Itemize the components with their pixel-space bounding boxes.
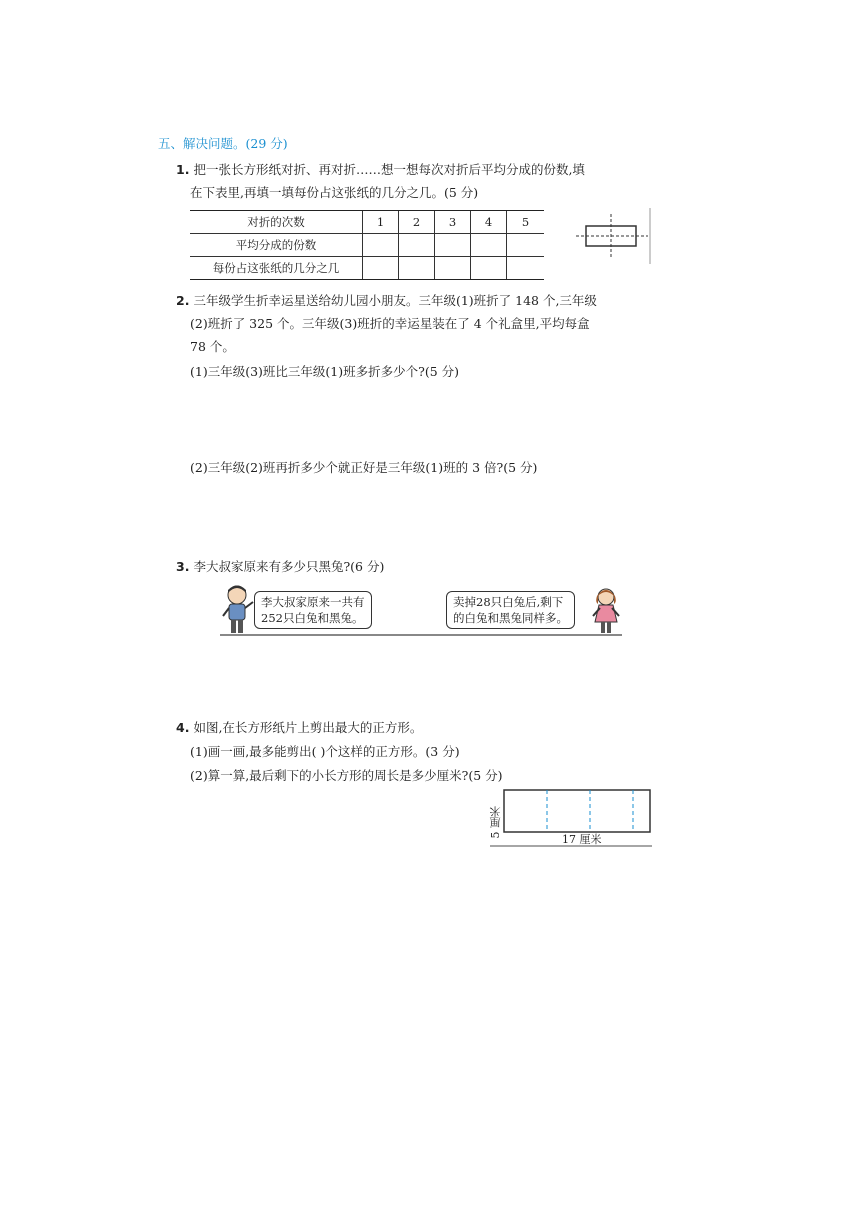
bubble-right-line2: 的白兔和黑兔同样多。 xyxy=(453,611,568,625)
section-score: (29 分) xyxy=(245,136,288,151)
q4-number: 4. xyxy=(176,720,190,735)
fold-count-cell: 4 xyxy=(471,211,507,234)
boy-character-icon xyxy=(220,584,256,636)
illustration-baseline xyxy=(220,634,622,636)
q3-line xyxy=(176,559,384,575)
answer-cell[interactable] xyxy=(507,257,545,280)
answer-cell[interactable] xyxy=(435,257,471,280)
fold-count-cell: 3 xyxy=(435,211,471,234)
q4-line xyxy=(176,720,422,736)
row-header-fold-count: 对折的次数 xyxy=(190,211,363,234)
fold-count-cell: 1 xyxy=(363,211,399,234)
q1-number: 1. xyxy=(176,162,190,177)
fold-table xyxy=(190,210,544,280)
q1-text-line1: 把一张长方形纸对折、再对折……想一想每次对折后平均分成的份数,填 xyxy=(193,162,585,177)
bubble-left-line2: 252只白兔和黑兔。 xyxy=(261,611,364,625)
answer-cell[interactable] xyxy=(363,257,399,280)
answer-cell[interactable] xyxy=(471,234,507,257)
section-title xyxy=(158,136,288,152)
row-header-fraction: 每份占这张纸的几分之几 xyxy=(190,257,363,280)
answer-cell[interactable] xyxy=(471,257,507,280)
fold-count-cell: 5 xyxy=(507,211,545,234)
answer-cell[interactable] xyxy=(435,234,471,257)
q3-text: 李大叔家原来有多少只黑兔?(6 分) xyxy=(193,559,385,574)
q4-sub1: (1)画一画,最多能剪出( )个这样的正方形。(3 分) xyxy=(190,744,460,759)
q2-number: 2. xyxy=(176,293,190,308)
answer-cell[interactable] xyxy=(399,234,435,257)
girl-character-icon xyxy=(590,586,622,636)
q2-line2: (2)班折了 325 个。三年级(3)班折的幸运星装在了 4 个礼盒里,平均每盒 xyxy=(190,316,590,331)
answer-cell[interactable] xyxy=(507,234,545,257)
q2-line3: 78 个。 xyxy=(190,339,235,354)
answer-cell[interactable] xyxy=(363,234,399,257)
q2-line1 xyxy=(176,293,597,309)
q1-line1 xyxy=(176,162,585,178)
bubble-right-line1: 卖掉28只白兔后,剩下 xyxy=(453,595,564,609)
fold-count-cell: 2 xyxy=(399,211,435,234)
bubble-left-line1: 李大叔家原来一共有 xyxy=(261,595,365,609)
q2-sub1: (1)三年级(3)班比三年级(1)班多折多少个?(5 分) xyxy=(190,364,460,379)
speech-bubble-left xyxy=(254,591,372,629)
table-row xyxy=(190,234,544,257)
table-row xyxy=(190,211,544,234)
q1-line2: 在下表里,再填一填每份占这张纸的几分之几。(5 分) xyxy=(190,185,479,200)
paper-rectangle xyxy=(504,790,650,832)
q4-text: 如图,在长方形纸片上剪出最大的正方形。 xyxy=(193,720,423,735)
row-header-parts: 平均分成的份数 xyxy=(190,234,363,257)
table-row xyxy=(190,257,544,280)
height-label: 5 厘米 xyxy=(489,806,502,839)
q3-number: 3. xyxy=(176,559,190,574)
width-label: 17 厘米 xyxy=(562,833,602,846)
q2-text-line1: 三年级学生折幸运星送给幼儿园小朋友。三年级(1)班折了 148 个,三年级 xyxy=(193,293,597,308)
answer-cell[interactable] xyxy=(399,257,435,280)
folded-paper-figure xyxy=(576,208,652,264)
section-title-text: 五、解决问题。 xyxy=(158,136,246,151)
q2-sub2: (2)三年级(2)班再折多少个就正好是三年级(1)班的 3 倍?(5 分) xyxy=(190,460,538,475)
q4-sub2: (2)算一算,最后剩下的小长方形的周长是多少厘米?(5 分) xyxy=(190,768,503,783)
speech-bubble-right xyxy=(446,591,575,629)
